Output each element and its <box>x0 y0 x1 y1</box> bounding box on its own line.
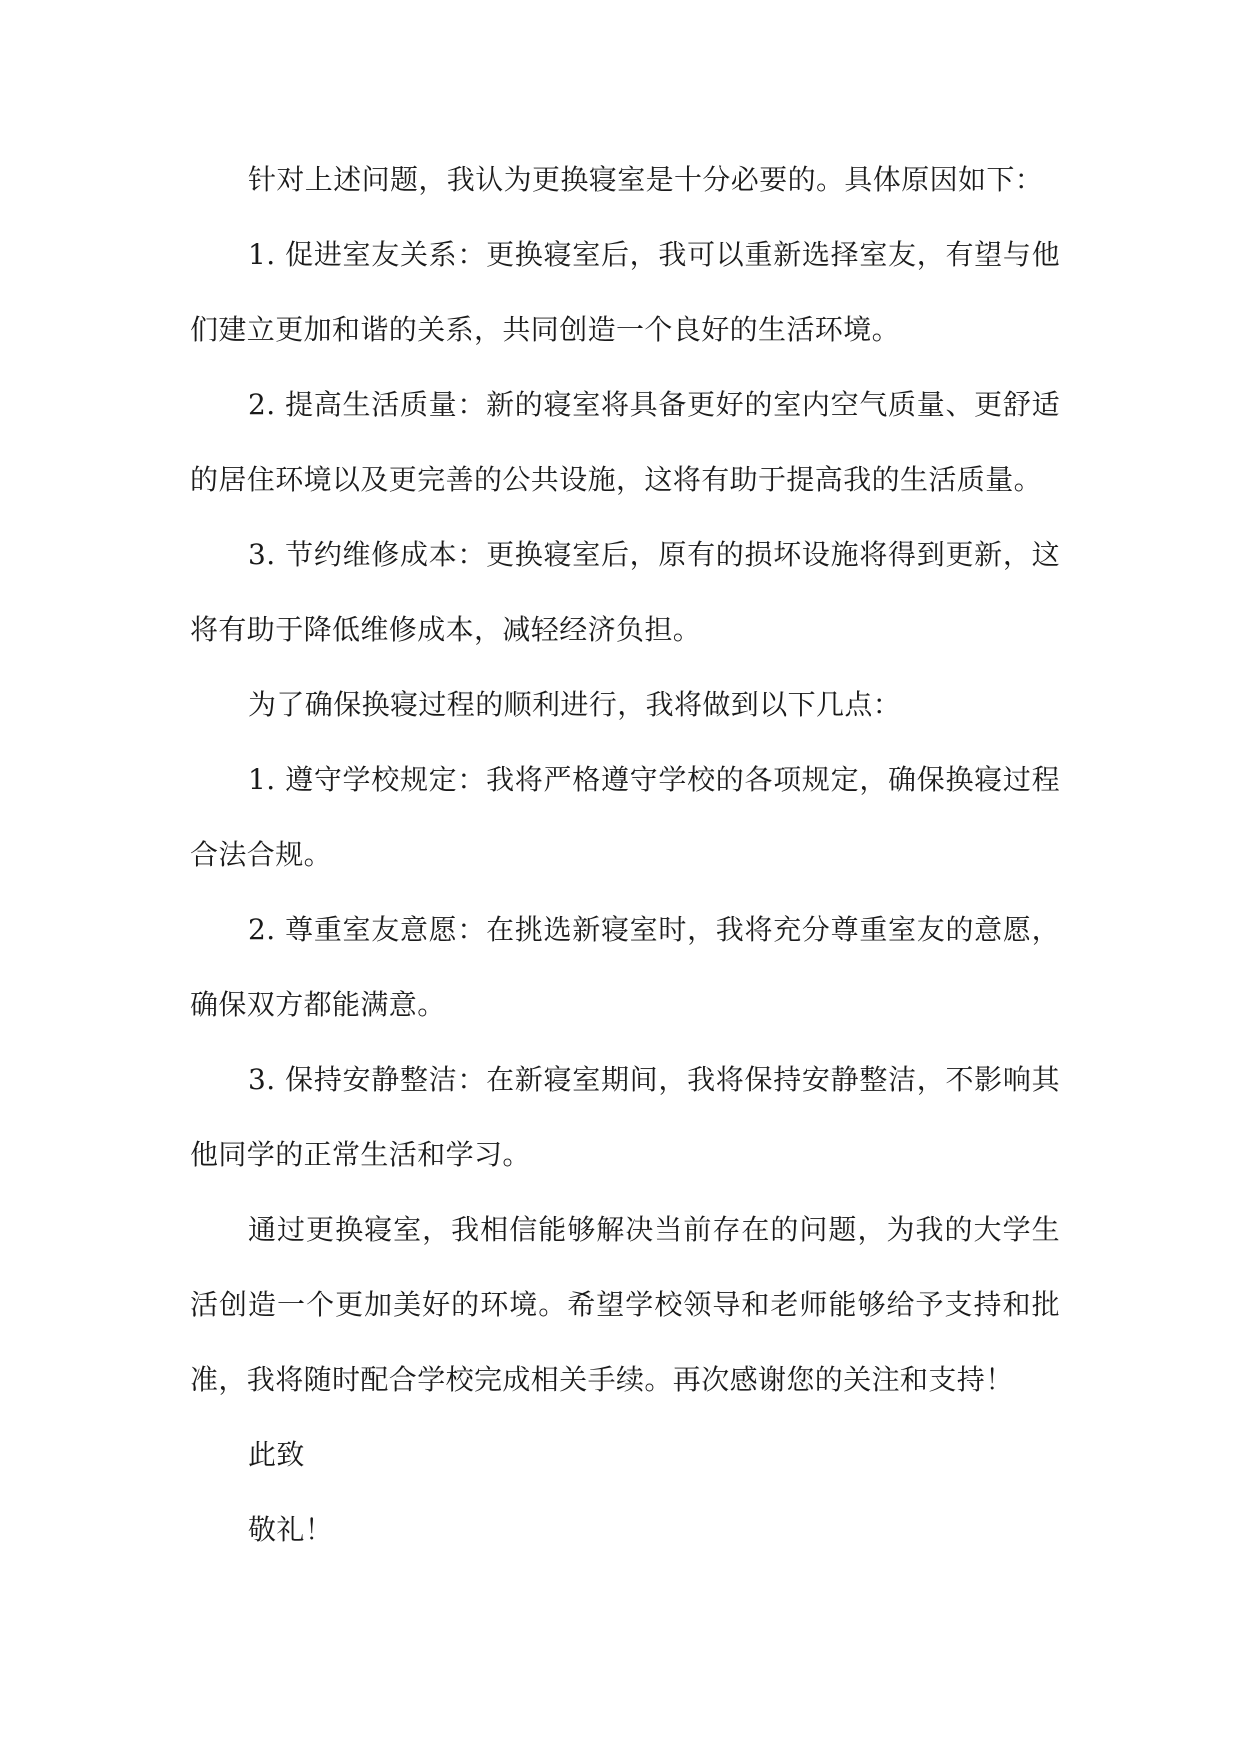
closing-salutation: 此致 <box>248 1438 305 1471</box>
paragraph-reason-1: 1. 促进室友关系：更换寝室后，我可以重新选择室友，有望与他们建立更加和谐的关系，共同创造一个良好的生活环境。 <box>190 238 1060 346</box>
letter-body <box>190 142 1060 1567</box>
paragraph-conclusion: 通过更换寝室，我相信能够解决当前存在的问题，为我的大学生活创造一个更加美好的环境。希望学校领导和老师能够给予支持和批准，我将随时配合学校完成相关手续。再次感谢您的关注和支持！ <box>190 1213 1060 1396</box>
paragraph-intro: 针对上述问题，我认为更换寝室是十分必要的。具体原因如下： <box>248 163 1044 196</box>
paragraph-commitment-2: 2. 尊重室友意愿：在挑选新寝室时，我将充分尊重室友的意愿，确保双方都能满意。 <box>190 913 1060 1021</box>
paragraph-commitment-3: 3. 保持安静整洁：在新寝室期间，我将保持安静整洁，不影响其他同学的正常生活和学习。 <box>190 1063 1060 1171</box>
closing-regards: 敬礼！ <box>248 1513 334 1546</box>
paragraph-reason-3: 3. 节约维修成本：更换寝室后，原有的损坏设施将得到更新，这将有助于降低维修成本，减轻经济负担。 <box>190 538 1060 646</box>
paragraph-commitment-1: 1. 遵守学校规定：我将严格遵守学校的各项规定，确保换寝过程合法合规。 <box>190 763 1060 871</box>
paragraph-commitment-intro: 为了确保换寝过程的顺利进行，我将做到以下几点： <box>248 688 902 721</box>
paragraph-reason-2: 2. 提高生活质量：新的寝室将具备更好的室内空气质量、更舒适的居住环境以及更完善的公共设施，这将有助于提高我的生活质量。 <box>190 388 1060 496</box>
